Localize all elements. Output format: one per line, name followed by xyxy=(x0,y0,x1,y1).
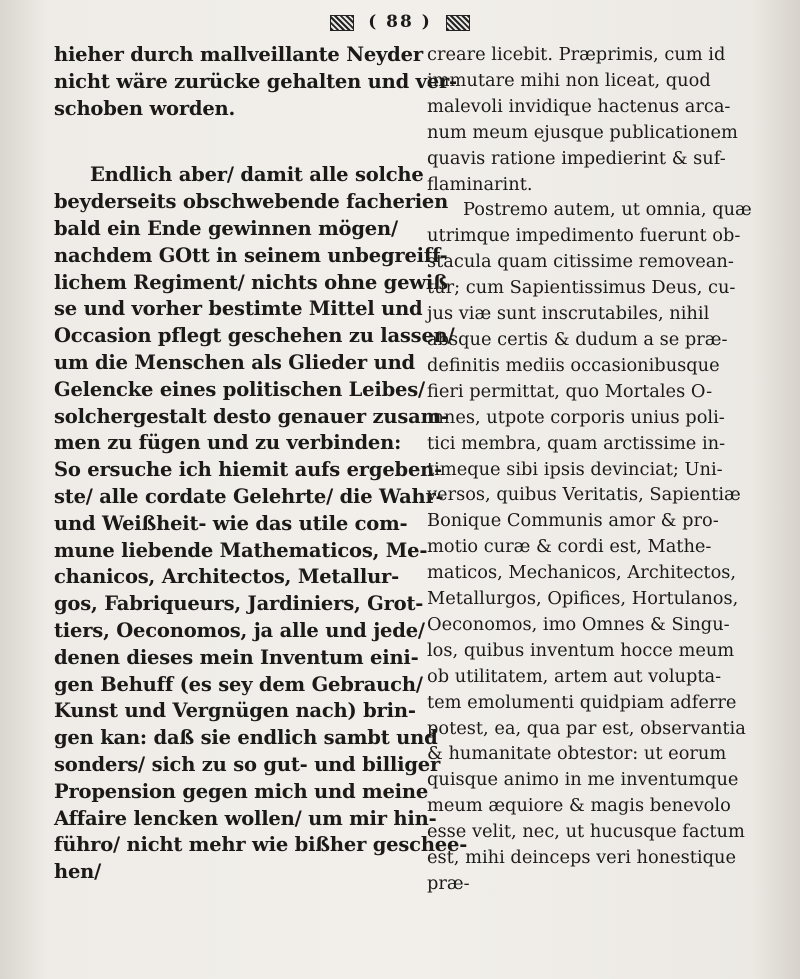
text-line: ste/ alle cordate Gelehrte/ die Wahr- xyxy=(54,484,444,508)
text-line: hieher durch mallveillante Neyder xyxy=(54,43,423,66)
text-line: versos, quibus Veritatis, Sapientiæ xyxy=(427,484,741,506)
text-line: bald ein Ende gewinnen mögen/ xyxy=(54,216,398,240)
text-line: maticos, Mechanicos, Architectos, xyxy=(427,562,737,584)
text-line: Metallurgos, Opifices, Hortulanos, xyxy=(427,588,739,610)
text-line: um die Menschen als Glieder und xyxy=(54,350,415,374)
text-line: creare licebit. Præprimis, cum id xyxy=(427,44,726,65)
text-line: Kunst und Vergnügen nach) brin- xyxy=(54,699,416,723)
text-line: ob utilitatem, artem aut volupta- xyxy=(427,665,722,687)
text-line: tici membra, quam arctissime in- xyxy=(427,432,726,454)
text-line: quisque animo in me inventumque xyxy=(427,769,739,791)
text-line: los, quibus inventum hocce meum xyxy=(427,639,735,661)
text-line: tem emolumenti quidpiam adferre xyxy=(427,691,737,713)
text-line: flaminarint. xyxy=(427,173,533,195)
text-line: & humanitate obtestor: ut eorum xyxy=(427,743,727,765)
text-line: definitis mediis occasionibusque xyxy=(427,354,720,376)
text-line: Endlich aber/ damit alle solche xyxy=(90,163,424,187)
text-line: jus viæ sunt inscrutabiles, nihil xyxy=(427,303,710,325)
text-line: stacula quam citissime removean- xyxy=(427,251,734,273)
text-line: absque certis & dudum a se præ- xyxy=(427,328,728,350)
text-line: tur; cum Sapientissimus Deus, cu- xyxy=(427,277,736,299)
text-line: führo/ nicht mehr wie bißher geschee- xyxy=(54,833,468,857)
text-line: gen Behuff (es sey dem Gebrauch/ xyxy=(54,672,423,696)
latin-column xyxy=(427,42,779,897)
text-line: Postremo autem, ut omnia, quæ xyxy=(463,199,752,221)
text-line: est, mihi deinceps veri honestique xyxy=(427,847,736,869)
text-line xyxy=(54,122,400,162)
text-line: denen dieses mein Inventum eini- xyxy=(54,645,419,669)
text-line: fieri permittat, quo Mortales O- xyxy=(427,380,713,402)
text-line: chanicos, Architectos, Metallur- xyxy=(54,565,400,589)
page-number: ( 88 ) xyxy=(368,12,432,32)
text-line: Affaire lencken wollen/ um mir hin- xyxy=(54,806,437,830)
text-line: motio curæ & cordi est, Mathe- xyxy=(427,536,712,558)
text-line: Occasion pflegt geschehen zu lassen/ xyxy=(54,324,455,348)
text-line: Oeconomos, imo Omnes & Singu- xyxy=(427,613,730,635)
ornament-left-icon xyxy=(330,15,354,31)
text-line: lichem Regiment/ nichts ohne gewiß xyxy=(54,270,448,294)
text-line: mnes, utpote corporis unius poli- xyxy=(427,406,725,428)
text-line: gen kan: daß sie endlich sambt und xyxy=(54,726,438,750)
text-line: immutare mihi non liceat, quod xyxy=(427,69,711,91)
text-line: So ersuche ich hiemit aufs ergeben- xyxy=(54,458,443,482)
text-line: nicht wäre zurücke gehalten und ver- xyxy=(54,69,457,93)
text-line: potest, ea, qua par est, observantia xyxy=(427,717,746,739)
page-header xyxy=(0,12,800,38)
text-line: meum æquiore & magis benevolo xyxy=(427,795,731,817)
text-line: timeque sibi ipsis devinciat; Uni- xyxy=(427,458,723,480)
text-line: mune liebende Mathematicos, Me- xyxy=(54,538,428,562)
text-line: Gelencke eines politischen Leibes/ xyxy=(54,377,425,401)
text-line: beyderseits obschwebende facherien xyxy=(54,190,449,214)
text-line: esse velit, nec, ut hucusque factum xyxy=(427,821,745,843)
text-line: Bonique Communis amor & pro- xyxy=(427,510,719,532)
text-line: num meum ejusque publicationem xyxy=(427,121,738,143)
text-line: utrimque impedimento fuerunt ob- xyxy=(427,225,741,247)
text-line: se und vorher bestimte Mittel und xyxy=(54,297,423,321)
text-line: malevoli invidique hactenus arca- xyxy=(427,95,731,117)
text-line: men zu fügen und zu verbinden: xyxy=(54,431,402,455)
text-line: tiers, Oeconomos, ja alle und jede/ xyxy=(54,618,425,642)
text-line: hen/ xyxy=(54,860,102,884)
text-line: nachdem GOtt in seinem unbegreiff- xyxy=(54,243,448,267)
text-line: schoben worden. xyxy=(54,96,236,120)
text-line: solchergestalt desto genauer zusam- xyxy=(54,404,449,428)
text-line: gos, Fabriqueurs, Jardiniers, Grot- xyxy=(54,592,424,616)
text-line: Propension gegen mich und meine xyxy=(54,779,429,803)
text-line: und Weißheit- wie das utile com- xyxy=(54,511,408,535)
ornament-right-icon xyxy=(446,15,470,31)
text-line: sonders/ sich zu so gut- und billiger xyxy=(54,752,441,776)
text-line: quavis ratione impedierint & suf- xyxy=(427,147,726,169)
text-line: præ- xyxy=(427,873,470,894)
